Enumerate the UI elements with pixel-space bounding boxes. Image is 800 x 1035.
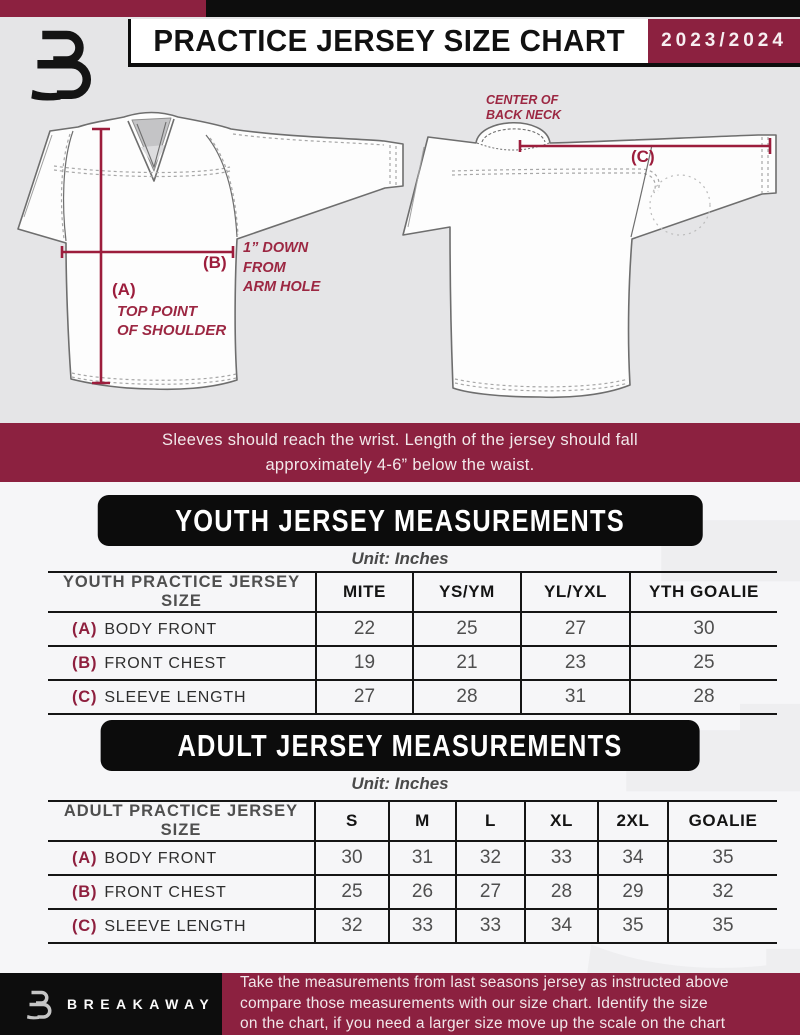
- fit-note-line1: Sleeves should reach the wrist. Length of the jersey should fall: [162, 430, 638, 449]
- measurement-key: (C): [72, 687, 98, 706]
- size-header-2xl: 2XL: [598, 801, 668, 841]
- measurement-value: 25: [315, 875, 389, 909]
- measurement-label: [48, 909, 315, 943]
- measurement-value: 35: [668, 909, 777, 943]
- size-header-xl: XL: [525, 801, 598, 841]
- measurement-name: SLEEVE LENGTH: [104, 917, 247, 935]
- measurement-value: 28: [630, 680, 777, 714]
- note-1in-down-from-armhole: 1” DOWN FROM ARM HOLE: [243, 240, 321, 295]
- size-header-yl-yxl: YL/YXL: [521, 572, 630, 612]
- measurement-value: 30: [630, 612, 777, 646]
- page-title: PRACTICE JERSEY SIZE CHART: [153, 23, 626, 58]
- marker-b: (B): [203, 253, 227, 272]
- marker-c: (C): [631, 147, 655, 166]
- measurement-value: 29: [598, 875, 668, 909]
- measurement-label: [48, 875, 315, 909]
- top-strip-black: [206, 0, 800, 17]
- measurement-value: 25: [630, 646, 777, 680]
- measurement-value: 30: [315, 841, 389, 875]
- measurement-key: (C): [72, 916, 98, 935]
- measurement-value: 35: [598, 909, 668, 943]
- top-strip-maroon: [0, 0, 206, 17]
- youth-section-heading: YOUTH JERSEY MEASUREMENTS: [98, 495, 703, 546]
- adult-size-table: [48, 800, 777, 944]
- youth-size-table: [48, 571, 777, 715]
- note-center-of-back-neck: CENTER OF BACK NECK: [486, 93, 561, 122]
- measurement-value: 27: [316, 680, 413, 714]
- size-column-header: YOUTH PRACTICE JERSEY SIZE: [62, 573, 301, 610]
- measurement-value: 26: [389, 875, 456, 909]
- measurement-label: [48, 841, 315, 875]
- size-header-m: M: [389, 801, 456, 841]
- measurement-value: 32: [315, 909, 389, 943]
- size-column-header: ADULT PRACTICE JERSEY SIZE: [63, 802, 299, 839]
- table-row: [48, 680, 777, 714]
- page-title-box: [128, 19, 648, 67]
- measurement-value: 27: [521, 612, 630, 646]
- brand-name: BREAKAWAY: [67, 996, 216, 1012]
- measurement-value: 28: [413, 680, 521, 714]
- table-row: [48, 909, 777, 943]
- measurement-value: 32: [668, 875, 777, 909]
- fit-note-banner: [0, 423, 800, 482]
- size-header-ys-ym: YS/YM: [413, 572, 521, 612]
- measurement-key: (B): [72, 653, 98, 672]
- measurement-name: BODY FRONT: [104, 620, 217, 638]
- measurement-label: [48, 612, 316, 646]
- adult-section-heading: ADULT JERSEY MEASUREMENTS: [101, 720, 700, 771]
- table-row: [48, 612, 777, 646]
- fit-note-line2: approximately 4-6” below the waist.: [265, 455, 535, 474]
- table-header-row: [48, 572, 777, 612]
- measurement-key: (A): [72, 619, 98, 638]
- measurement-value: 33: [389, 909, 456, 943]
- jersey-diagrams: [0, 67, 800, 423]
- measurement-value: 23: [521, 646, 630, 680]
- measurement-value: 22: [316, 612, 413, 646]
- measurement-value: 31: [389, 841, 456, 875]
- size-header-s: S: [315, 801, 389, 841]
- footer-instruction-line3: on the chart, if you need a larger size move up the scale on the chart: [240, 1015, 726, 1033]
- measurement-name: FRONT CHEST: [104, 654, 227, 672]
- table-row: [48, 646, 777, 680]
- table-header-row: [48, 801, 777, 841]
- measurement-name: BODY FRONT: [104, 849, 217, 867]
- measurement-name: SLEEVE LENGTH: [104, 688, 247, 706]
- note-top-point-of-shoulder: TOP POINT OF SHOULDER: [117, 303, 227, 339]
- breakaway-footer-logo-icon: [25, 986, 55, 1022]
- measurement-label: [48, 680, 316, 714]
- measurement-value: 28: [525, 875, 598, 909]
- measurement-value: 21: [413, 646, 521, 680]
- size-header-goalie: GOALIE: [668, 801, 777, 841]
- measurement-value: 27: [456, 875, 525, 909]
- season-badge: [648, 19, 800, 67]
- youth-unit-label: Unit: Inches: [351, 549, 449, 568]
- measurement-value: 33: [456, 909, 525, 943]
- size-header-mite: MITE: [316, 572, 413, 612]
- footer-instruction-line2: compare those measurements with our size chart. Identify the size: [240, 994, 708, 1012]
- measurement-key: (A): [72, 848, 98, 867]
- measurement-value: 34: [598, 841, 668, 875]
- size-header-l: L: [456, 801, 525, 841]
- measurement-value: 35: [668, 841, 777, 875]
- marker-a: (A): [112, 280, 136, 299]
- table-row: [48, 875, 777, 909]
- back-jersey-drawing: [403, 123, 776, 398]
- measurement-value: 33: [525, 841, 598, 875]
- adult-unit-label: Unit: Inches: [351, 774, 449, 793]
- measurement-key: (B): [72, 882, 98, 901]
- measurement-name: FRONT CHEST: [104, 883, 227, 901]
- size-header-yth-goalie: YTH GOALIE: [630, 572, 777, 612]
- measurement-value: 19: [316, 646, 413, 680]
- season-label: 2023/2024: [661, 30, 787, 51]
- measurement-value: 34: [525, 909, 598, 943]
- measurement-value: 25: [413, 612, 521, 646]
- measurement-value: 31: [521, 680, 630, 714]
- table-row: [48, 841, 777, 875]
- measurement-label: [48, 646, 316, 680]
- measurement-value: 32: [456, 841, 525, 875]
- footer-brand-box: [0, 973, 222, 1035]
- footer-instructions-box: [222, 973, 800, 1035]
- footer-instruction-line1: Take the measurements from last seasons jersey as instructed above: [240, 974, 729, 992]
